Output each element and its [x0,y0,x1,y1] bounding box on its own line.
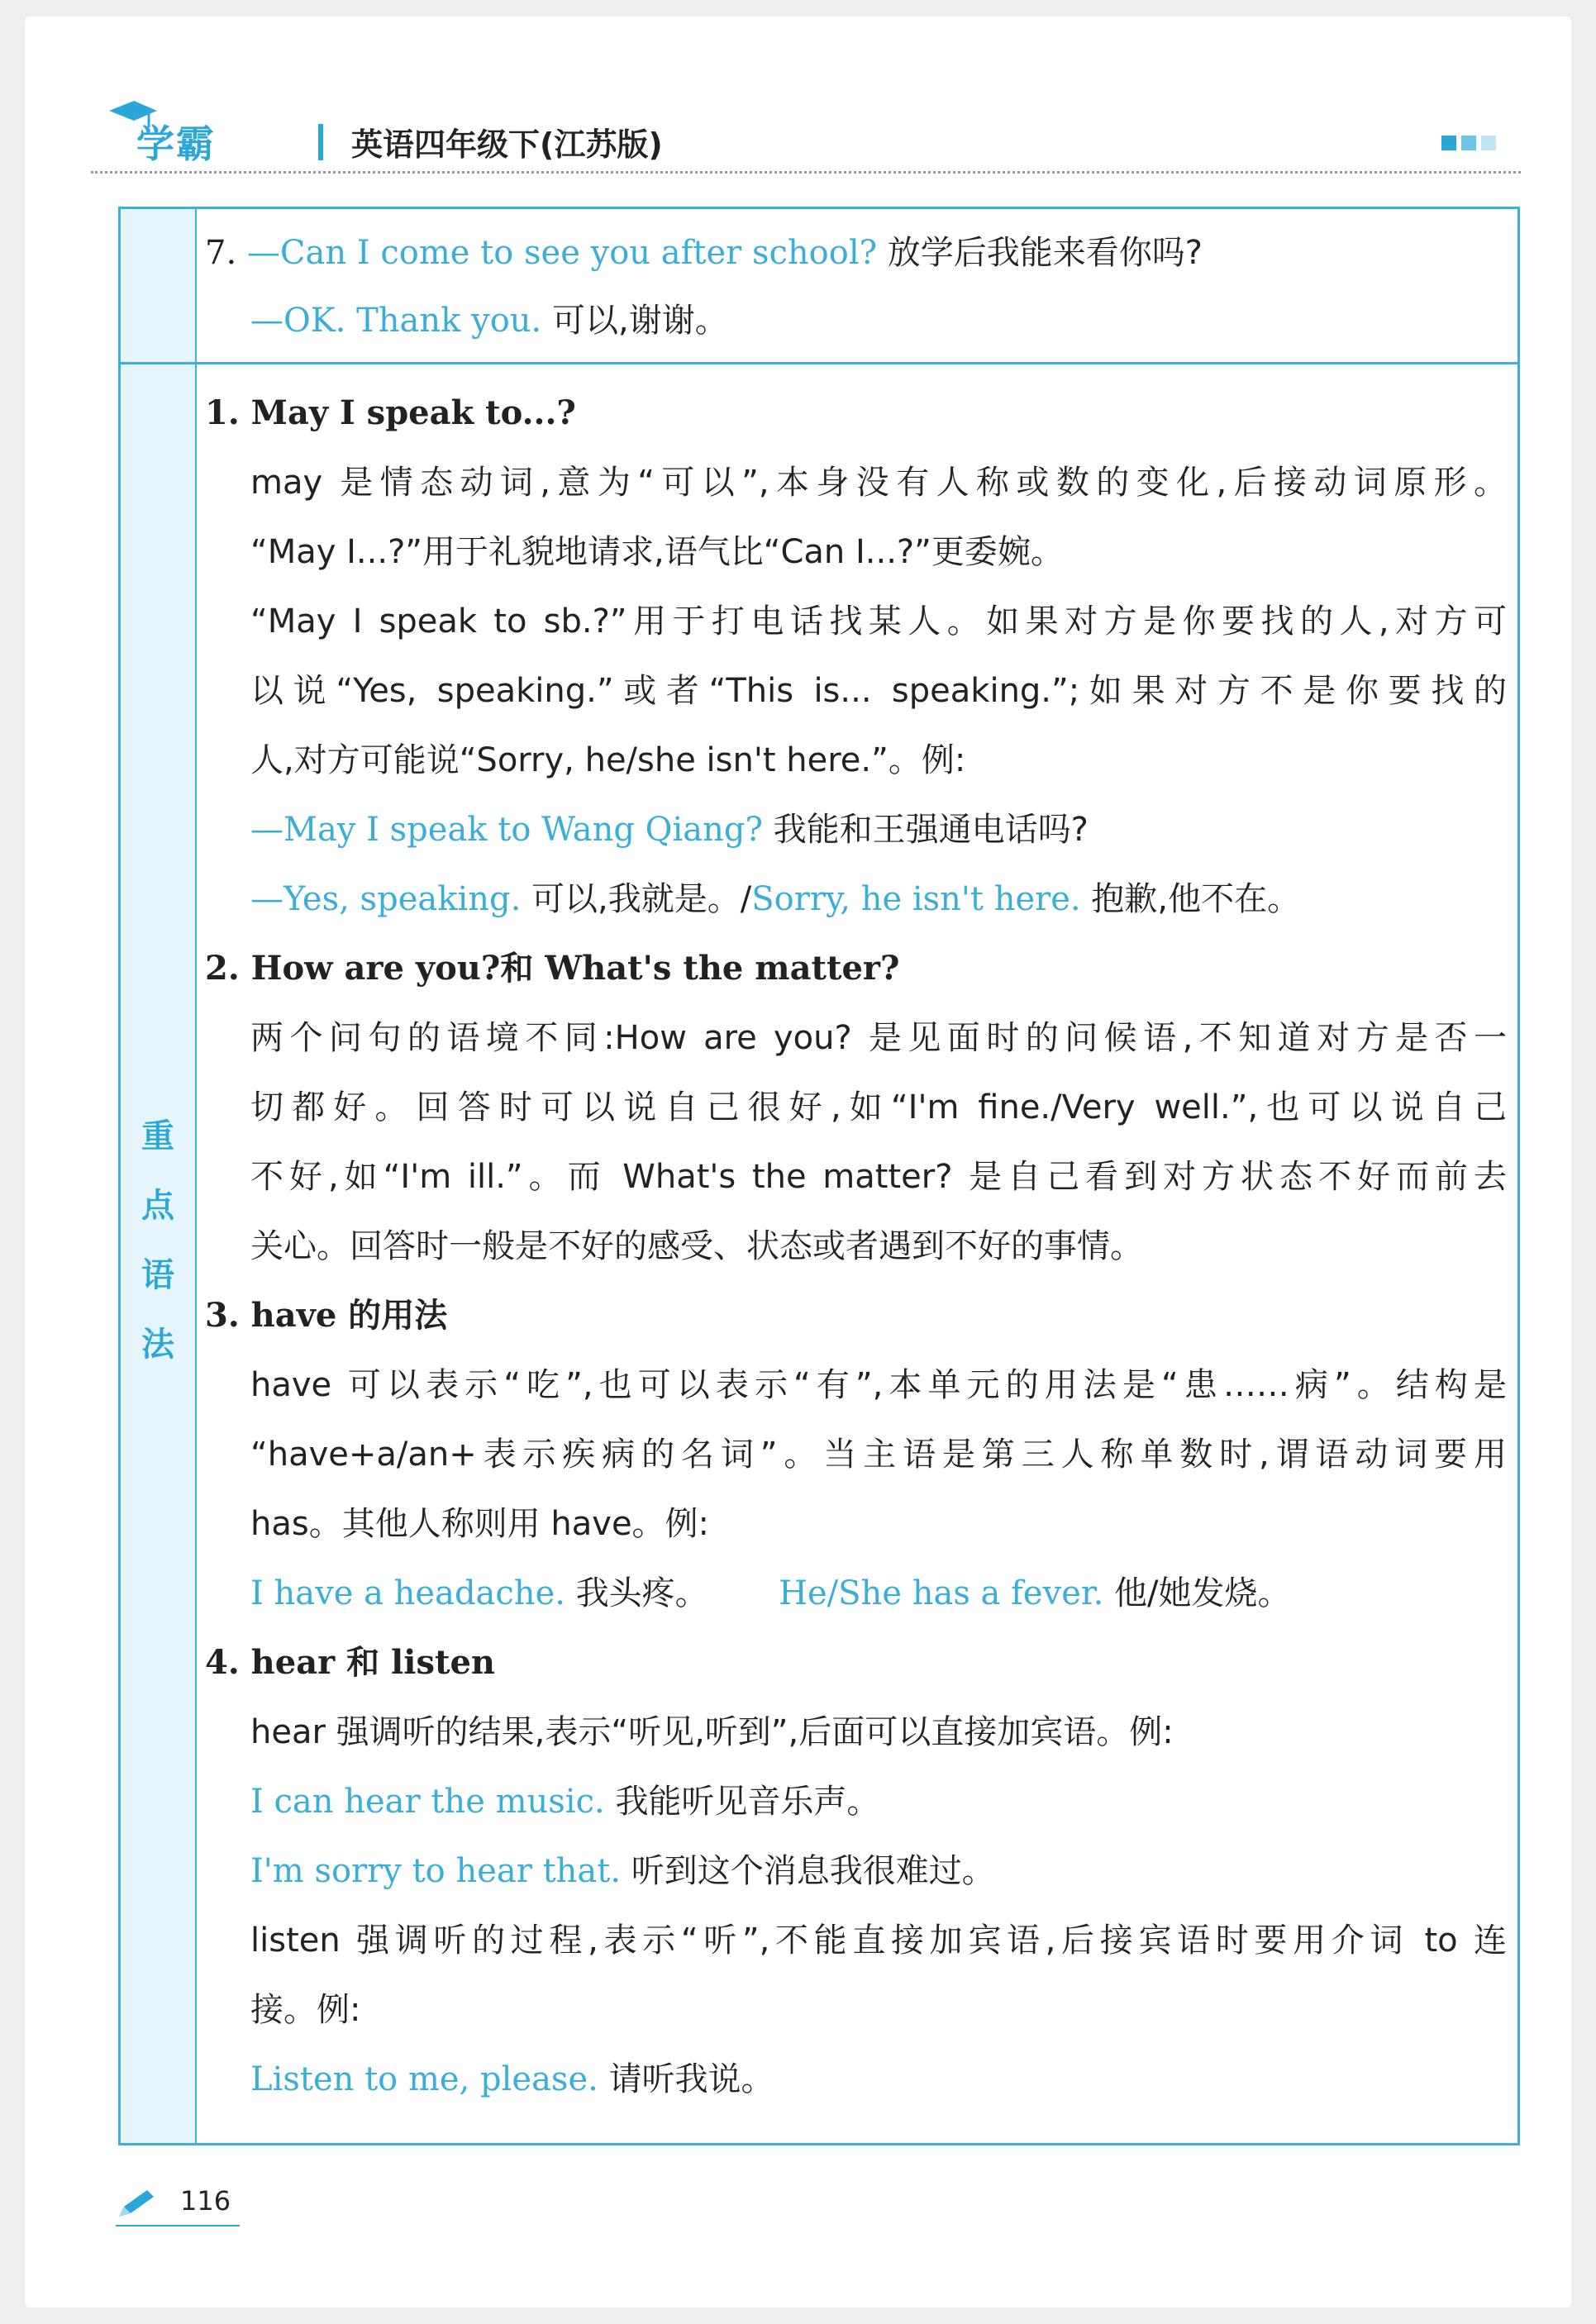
point-title: 4. hear 和 listen [205,1643,495,1682]
paragraph-line: “have+a/an+表示疾病的名词”。当主语是第三人称单数时,谓语动词要用 [250,1436,1507,1474]
example-english: —Can I come to see you after school? [246,234,878,272]
paragraph-line: 关心。回答时一般是不好的感受、状态或者遇到不好的事情。 [250,1227,1143,1265]
example-english: I can hear the music. [250,1783,605,1821]
item-number: 7. [205,234,237,272]
example-line [250,879,1300,920]
example-chinese: 放学后我能来看你吗? [887,234,1203,272]
example-english: Listen to me, please. [250,2060,598,2098]
example-line [250,809,1089,850]
example-chinese: 听到这个消息我很难过。 [631,1852,995,1890]
logo-text: 学霸 [136,121,216,166]
example-chinese: 可以,谢谢。 [551,302,728,340]
example-english: —OK. Thank you. [250,302,542,340]
content-table [118,207,1520,2145]
example-chinese: 抱歉,他不在。 [1091,880,1301,918]
example-english: Sorry, he isn't here. [751,880,1081,918]
section-label-char: 重 [141,1117,174,1155]
example-english: —Yes, speaking. [250,880,522,918]
section-label [121,1102,195,1379]
logo-divider [318,124,323,160]
example-chinese: 我能和王强通电话吗? [773,811,1089,849]
paragraph-line: 切都好。回答时可以说自己很好,如“I'm fine./Very well.”,也可以说自己 [250,1088,1507,1126]
example-english: I have a headache. [250,1574,565,1612]
example-chinese: 请听我说。 [608,2060,774,2098]
paragraph-line: 不好,如“I'm ill.”。而 What's the matter? 是自己看到对方状态不好而前去 [250,1158,1507,1196]
header-divider [91,171,1521,174]
example-chinese: 可以,我就是。/ [531,880,752,918]
point-title: 1. May I speak to...? [205,393,576,432]
header-decoration [1441,136,1496,150]
dialog-question [205,232,1203,274]
section-label-char: 点 [141,1187,174,1225]
page-header [91,99,1521,174]
example-chinese: 我能听见音乐声。 [615,1783,880,1821]
example-line [250,1573,1291,1614]
paragraph-line: 人,对方可能说“Sorry, he/she isn't here.”。例: [250,741,966,779]
example-english: He/She has a fever. [779,1574,1104,1612]
paragraph-line: hear 强调听的结果,表示“听见,听到”,后面可以直接加宾语。例: [250,1713,1174,1751]
paragraph-line: has。其他人称则用 have。例: [250,1505,710,1543]
row-divider [121,362,1517,364]
paragraph-line: may 是情态动词,意为“可以”,本身没有人称或数的变化,后接动词原形。 [250,464,1507,502]
paragraph-line: “May I speak to sb.?”用于打电话找某人。如果对方是你要找的人,对方可 [250,602,1507,641]
paragraph-line: 接。例: [250,1991,361,2029]
paragraph-line: 两个问句的语境不同:How are you? 是见面时的问候语,不知道对方是否一 [250,1019,1507,1057]
dialog-answer [250,300,728,341]
example-chinese: 他/她发烧。 [1114,1574,1291,1612]
paragraph-line: 以说“Yes, speaking.”或者“This is... speaking.”;如果对方不是你要找的 [250,672,1507,710]
example-english: I'm sorry to hear that. [250,1852,622,1890]
example-chinese: 我头疼。 [575,1574,708,1612]
point-title: 2. How are you?和 What's the matter? [205,949,900,988]
paragraph-line: “May I...?”用于礼貌地请求,语气比“Can I...?”更委婉。 [250,533,1064,571]
page-footer [116,2182,281,2231]
pencil-icon [116,2188,157,2222]
paragraph-line: listen 强调听的过程,表示“听”,不能直接加宾语,后接宾语时要用介词 to 连 [250,1922,1507,1960]
footer-rule [116,2225,240,2226]
page-number: 116 [180,2185,231,2217]
section-label-char: 法 [141,1326,174,1364]
example-line [250,1850,995,1892]
section-label-char: 语 [141,1256,174,1294]
point-title: 3. have 的用法 [205,1296,448,1335]
paragraph-line: have 可以表示“吃”,也可以表示“有”,本单元的用法是“患……病”。结构是 [250,1366,1507,1404]
example-line [250,2059,774,2100]
book-title: 英语四年级下(江苏版) [351,126,663,163]
example-line [250,1781,879,1822]
example-english: —May I speak to Wang Qiang? [250,811,763,849]
